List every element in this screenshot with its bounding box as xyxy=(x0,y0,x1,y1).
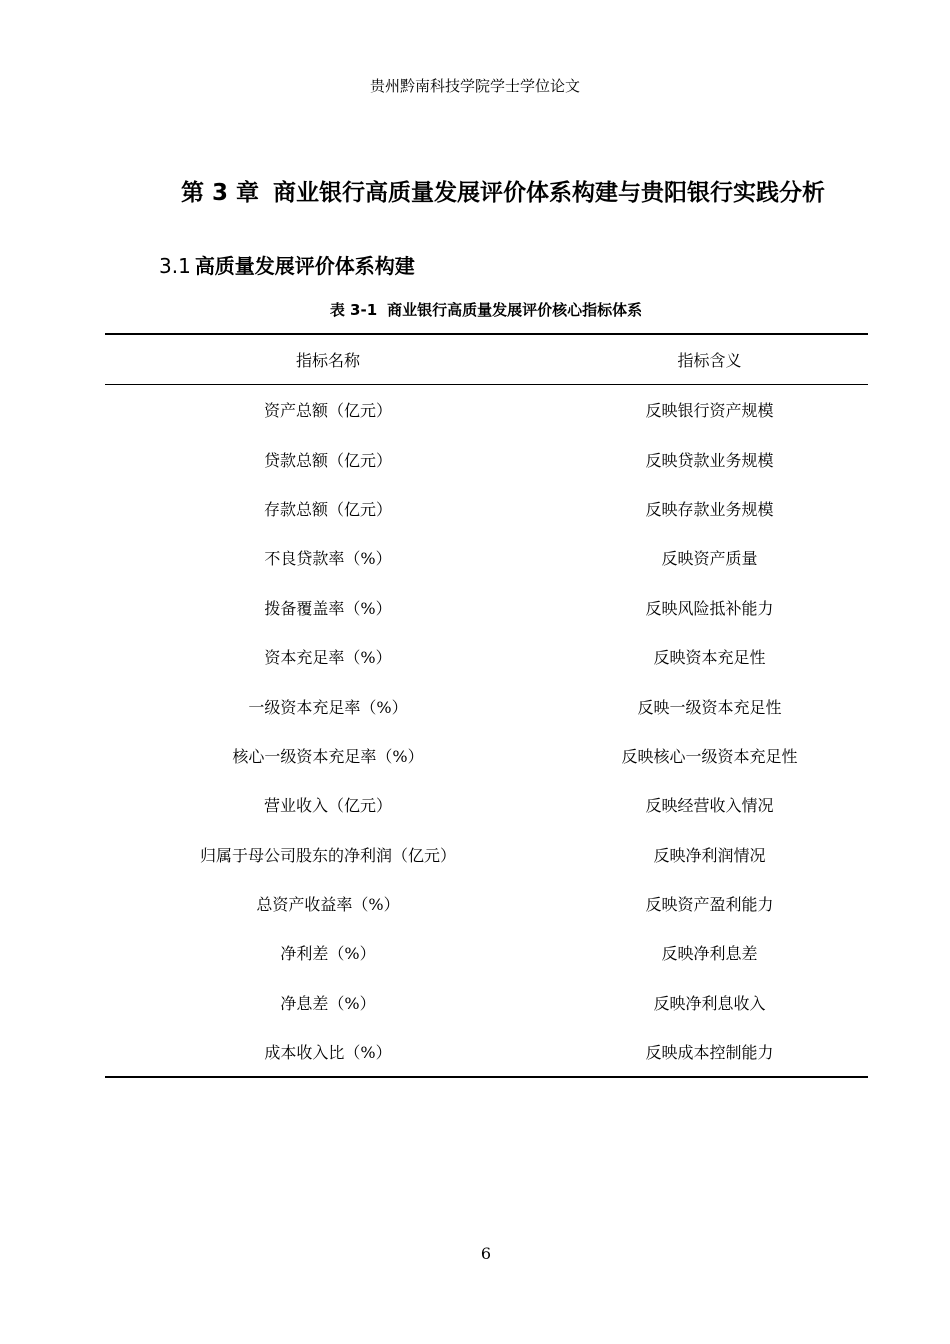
table-row xyxy=(105,681,868,730)
indicator-meaning: 反映银行资产规模 xyxy=(645,401,774,421)
indicator-meaning: 反映资产盈利能力 xyxy=(645,895,774,915)
table-row xyxy=(105,830,868,879)
indicator-meaning: 反映成本控制能力 xyxy=(645,1043,774,1063)
indicator-name: 成本收入比（%） xyxy=(264,1043,392,1063)
indicator-name: 核心一级资本充足率（%） xyxy=(232,746,424,766)
indicator-name: 净息差（%） xyxy=(280,993,376,1013)
running-header: 贵州黔南科技学院学士学位论文 xyxy=(369,77,580,95)
indicator-name: 净利差（%） xyxy=(280,944,376,964)
table-caption-number: 表 3-1 xyxy=(329,301,378,319)
chapter-number: 第 3 章 xyxy=(180,180,260,206)
header-indicator-meaning: 指标含义 xyxy=(677,351,742,370)
indicator-meaning: 反映一级资本充足性 xyxy=(637,697,782,717)
indicator-meaning: 反映存款业务规模 xyxy=(645,499,774,519)
indicator-meaning: 反映经营收入情况 xyxy=(645,796,774,816)
table-row xyxy=(105,731,868,780)
indicator-meaning: 反映贷款业务规模 xyxy=(645,450,774,470)
table-row xyxy=(105,879,868,928)
indicator-meaning: 反映净利润情况 xyxy=(653,845,766,865)
section-title xyxy=(159,251,415,281)
indicator-meaning: 反映资本充足性 xyxy=(653,648,766,668)
section-number: 3.1 xyxy=(159,254,191,278)
table-row xyxy=(105,1027,868,1077)
table-caption xyxy=(0,299,950,321)
indicator-name: 存款总额（亿元） xyxy=(263,499,392,519)
indicator-name: 一级资本充足率（%） xyxy=(248,697,408,717)
table-header-row xyxy=(105,334,868,385)
indicator-name: 归属于母公司股东的净利润（亿元） xyxy=(199,845,456,865)
table-row xyxy=(105,583,868,632)
indicator-table xyxy=(105,333,868,1078)
indicator-meaning: 反映资产质量 xyxy=(661,549,758,569)
chapter-title xyxy=(0,176,950,210)
indicator-name: 贷款总额（亿元） xyxy=(263,450,392,470)
chapter-name: 商业银行高质量发展评价体系构建与贵阳银行实践分析 xyxy=(273,180,826,206)
indicator-meaning: 反映净利息差 xyxy=(661,944,758,964)
indicator-name: 资产总额（亿元） xyxy=(263,401,392,421)
indicator-name: 总资产收益率（%） xyxy=(256,895,400,915)
indicator-meaning: 反映净利息收入 xyxy=(653,993,766,1013)
table-row xyxy=(105,928,868,977)
indicator-name: 资本充足率（%） xyxy=(264,648,392,668)
section-name: 高质量发展评价体系构建 xyxy=(194,254,415,278)
table-row xyxy=(105,385,868,435)
indicator-meaning: 反映核心一级资本充足性 xyxy=(621,746,798,766)
indicator-meaning: 反映风险抵补能力 xyxy=(645,598,774,618)
table-row xyxy=(105,632,868,681)
page-number: 6 xyxy=(480,1244,492,1263)
table-caption-title: 商业银行高质量发展评价核心指标体系 xyxy=(387,301,643,319)
table-row xyxy=(105,434,868,483)
table-row xyxy=(105,978,868,1027)
indicator-name: 拨备覆盖率（%） xyxy=(264,598,392,618)
table-row xyxy=(105,484,868,533)
indicator-name: 不良贷款率（%） xyxy=(264,549,392,569)
table-row xyxy=(105,533,868,582)
indicator-name: 营业收入（亿元） xyxy=(263,796,392,816)
header-indicator-name: 指标名称 xyxy=(295,351,360,370)
table-row xyxy=(105,780,868,829)
